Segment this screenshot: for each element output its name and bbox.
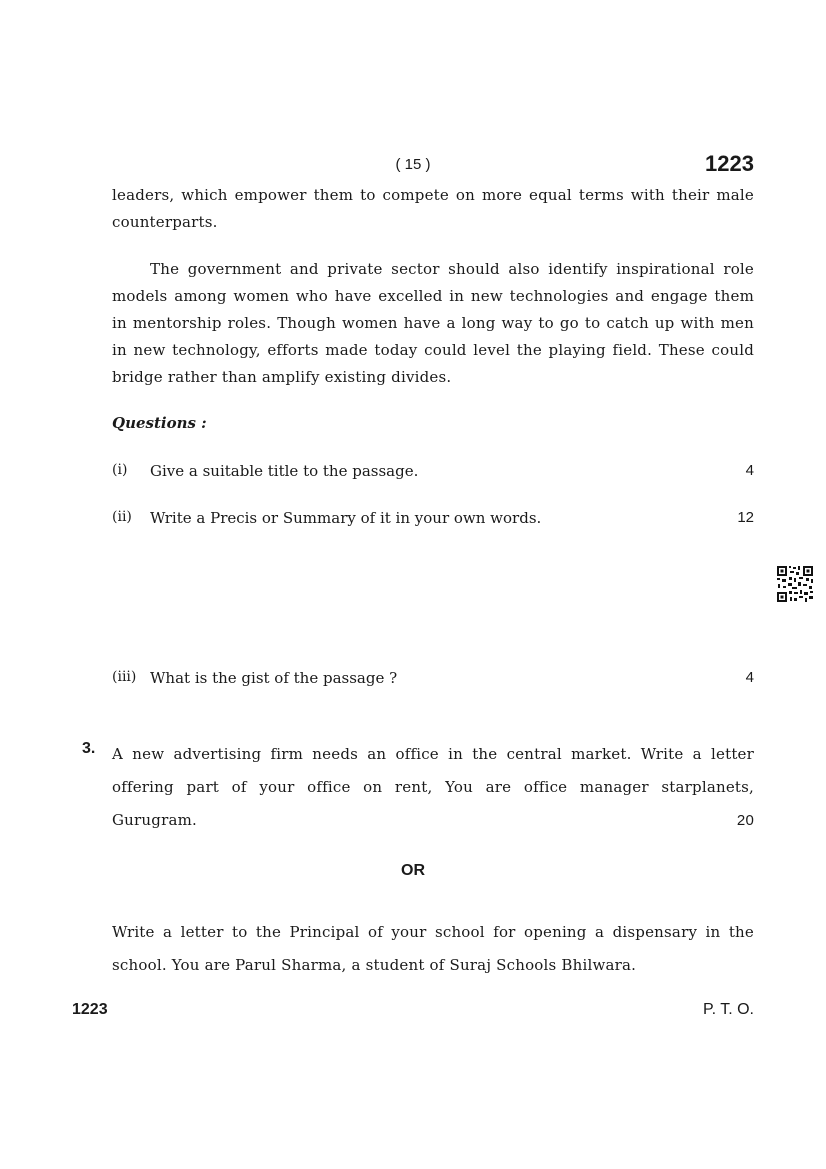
question-item-iii bbox=[112, 669, 754, 691]
passage-paragraph: The government and private sector should also identify inspirational role models among women who have excelled in new technologies and engage them in mentorship roles. Though women have a long way to go to catch up with men in new technology, efforts made today could level the playing field. These could bridge rather than amplify existing divides. bbox=[112, 260, 754, 386]
questions-heading: Questions : bbox=[112, 414, 207, 432]
question-number: (i) bbox=[112, 462, 128, 478]
question-3-line: Gurugram. bbox=[112, 811, 197, 829]
or-divider: OR bbox=[401, 862, 425, 879]
question-item-i bbox=[112, 462, 754, 484]
question-marks: 12 bbox=[737, 509, 754, 526]
question-3-number: 3. bbox=[82, 740, 96, 757]
qr-code-icon bbox=[776, 565, 814, 603]
pto-label: P. T. O. bbox=[703, 1001, 754, 1018]
question-3-last-line bbox=[112, 804, 754, 837]
question-item-ii bbox=[112, 509, 754, 531]
question-text: Give a suitable title to the passage. bbox=[150, 462, 419, 480]
question-marks: 4 bbox=[745, 462, 754, 479]
question-3-alternative: Write a letter to the Principal of your school for opening a dispensary in the school. You are Parul Sharma, a student of Suraj Schools Bhilwara. bbox=[112, 923, 754, 974]
question-marks: 4 bbox=[745, 669, 754, 686]
paper-code-header: 1223 bbox=[705, 151, 754, 176]
question-3-line: offering part of your office on rent, You are office manager starplanets, bbox=[112, 778, 754, 796]
question-3-marks: 20 bbox=[736, 812, 754, 829]
passage-continued-paragraph: leaders, which empower them to compete on more equal terms with their male counterparts. bbox=[112, 186, 754, 231]
question-number: (ii) bbox=[112, 509, 132, 525]
question-text: What is the gist of the passage ? bbox=[150, 669, 398, 687]
question-number: (iii) bbox=[112, 669, 137, 685]
question-text: Write a Precis or Summary of it in your own words. bbox=[150, 509, 542, 527]
question-3-text bbox=[112, 738, 754, 837]
page-number: ( 15 ) bbox=[395, 156, 431, 173]
question-3-line: A new advertising firm needs an office in the central market. Write a letter bbox=[112, 745, 754, 763]
paper-code-footer: 1223 bbox=[72, 1001, 108, 1018]
